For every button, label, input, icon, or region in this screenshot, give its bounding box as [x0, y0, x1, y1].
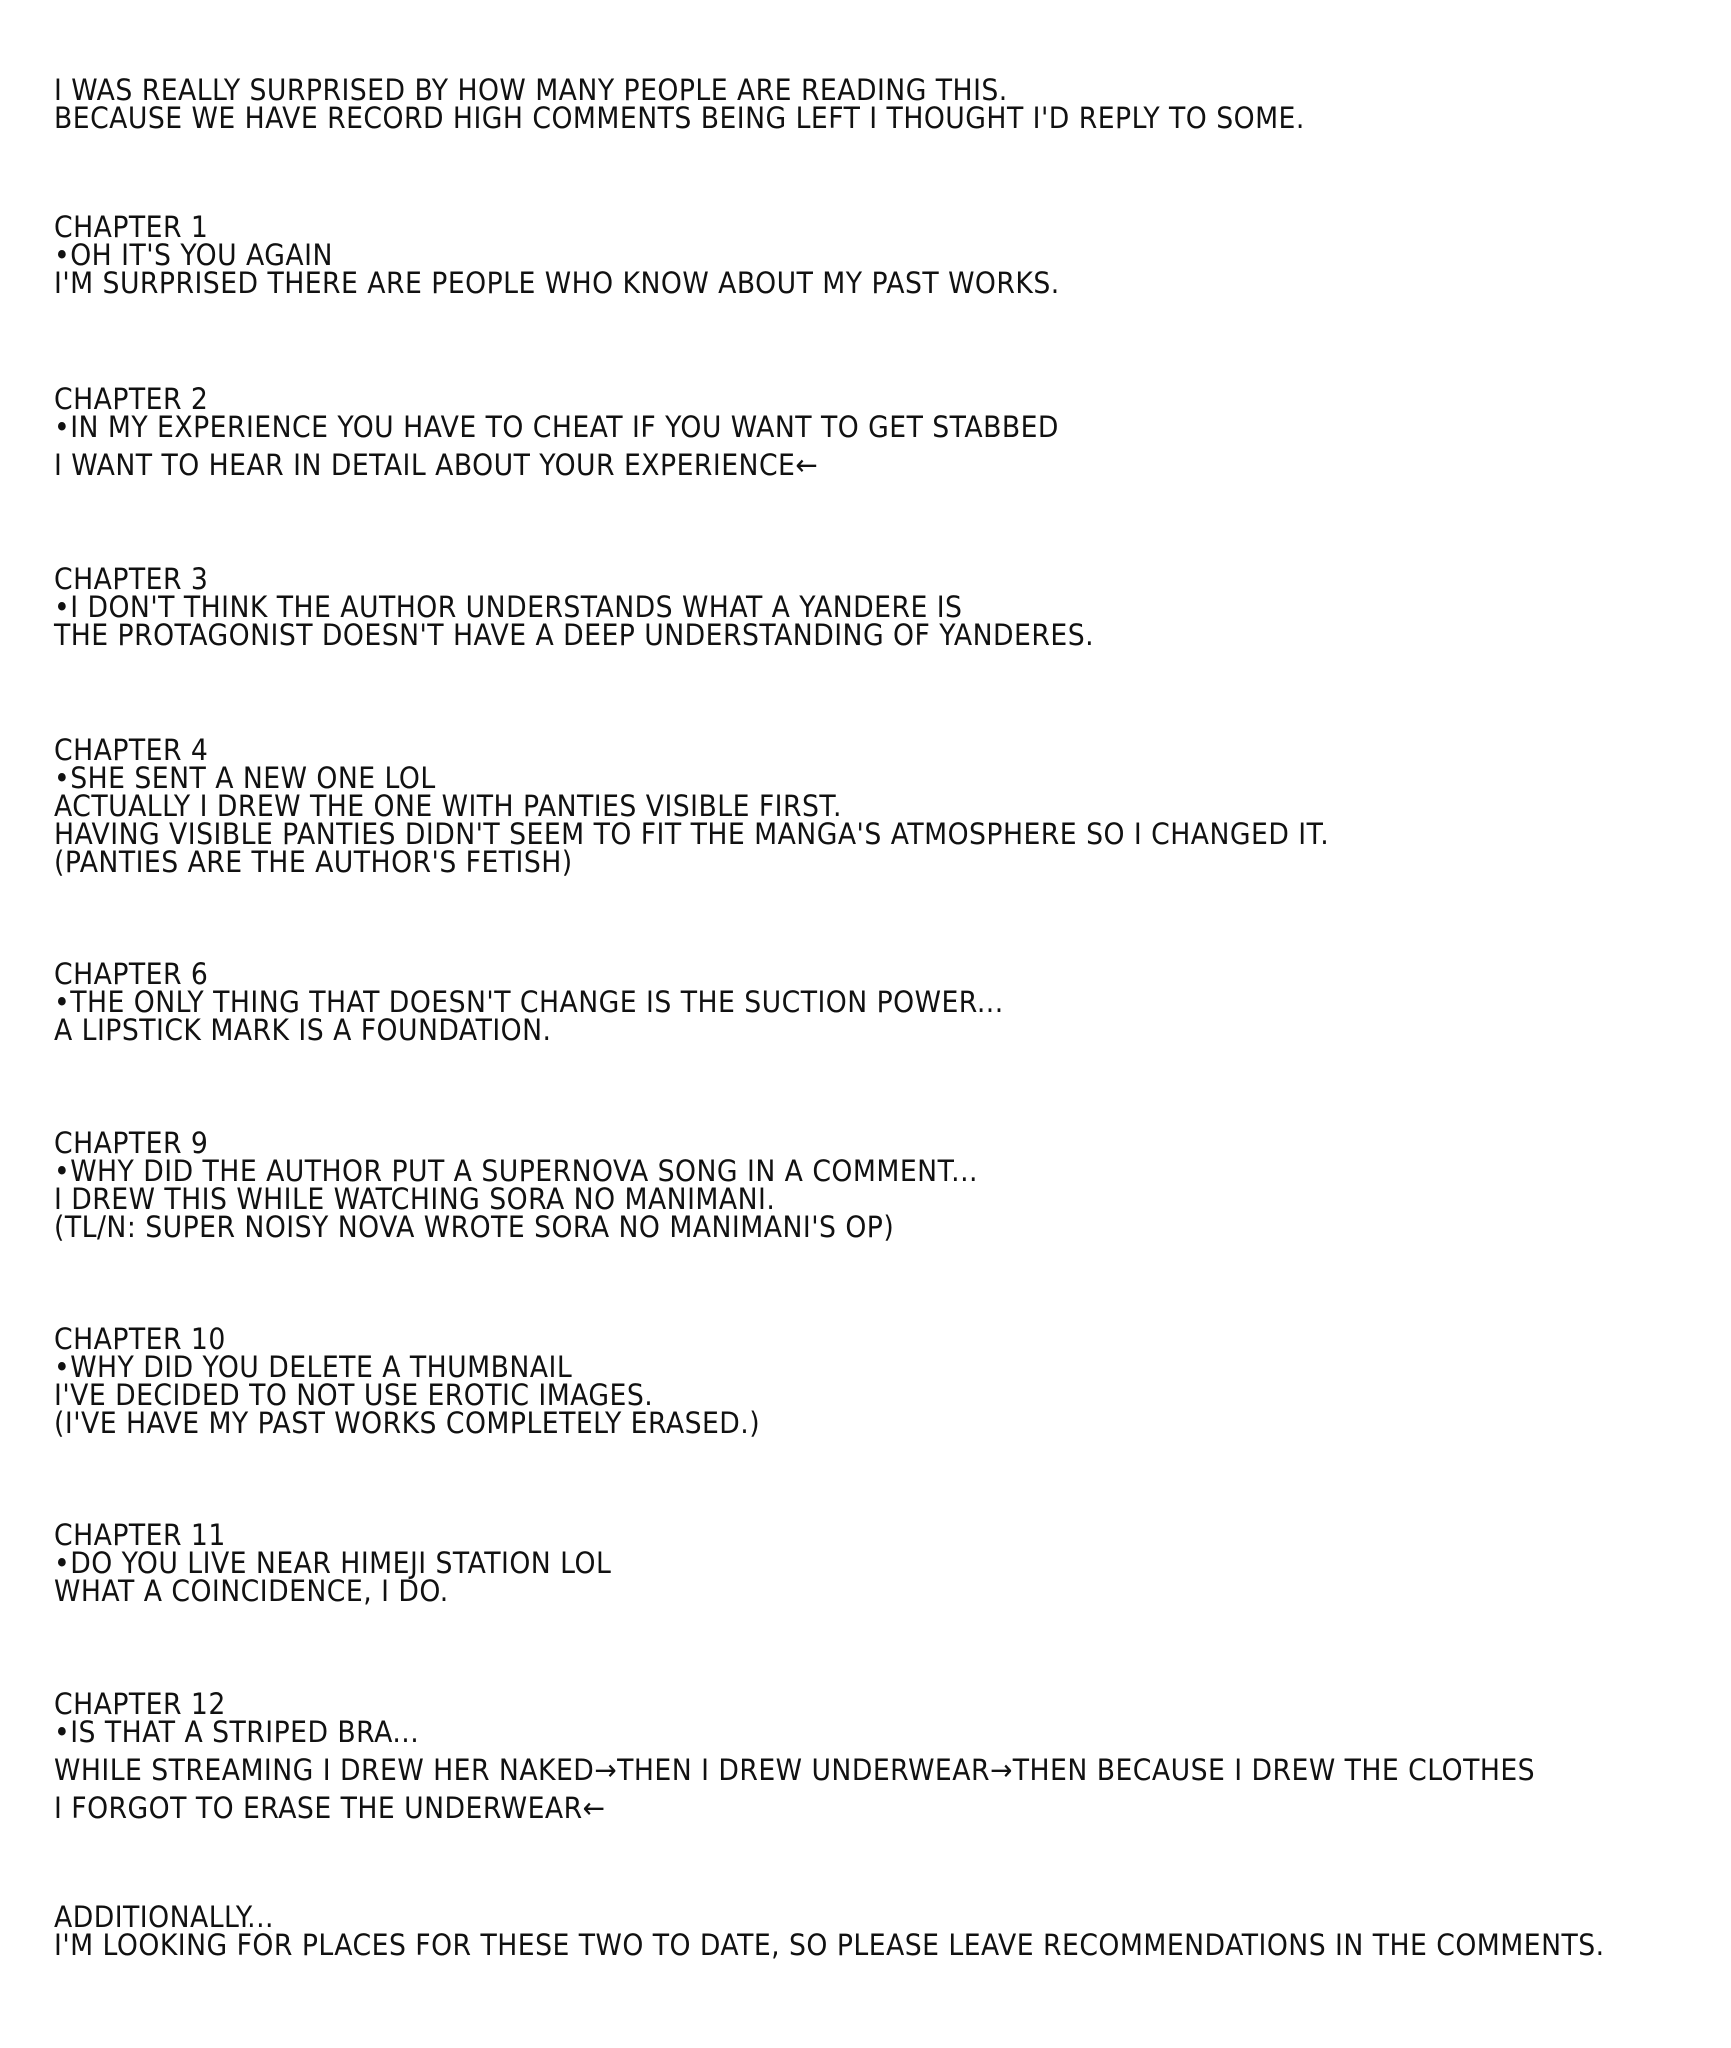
- author-reply: I'M SURPRISED THERE ARE PEOPLE WHO KNOW ABOUT MY PAST WORKS.: [54, 266, 1060, 300]
- chapter-heading: CHAPTER 12: [54, 1687, 226, 1721]
- fan-comment: •IN MY EXPERIENCE YOU HAVE TO CHEAT IF YOU WANT TO GET STABBED: [54, 410, 1059, 444]
- author-reply: (PANTIES ARE THE AUTHOR'S FETISH): [54, 845, 573, 879]
- fan-comment: •SHE SENT A NEW ONE LOL: [54, 761, 436, 795]
- fan-comment: •THE ONLY THING THAT DOESN'T CHANGE IS THE SUCTION POWER...: [54, 985, 1004, 1019]
- fan-comment: •OH IT'S YOU AGAIN: [54, 238, 333, 272]
- closing-line: I'M LOOKING FOR PLACES FOR THESE TWO TO DATE, SO PLEASE LEAVE RECOMMENDATIONS IN THE COMMENTS.: [54, 1928, 1605, 1962]
- closing-heading: ADDITIONALLY...: [54, 1900, 275, 1934]
- chapter-heading: CHAPTER 9: [54, 1126, 209, 1160]
- intro-line-1: I WAS REALLY SURPRISED BY HOW MANY PEOPLE ARE READING THIS.: [54, 73, 1008, 107]
- author-reply: I WANT TO HEAR IN DETAIL ABOUT YOUR EXPERIENCE←: [54, 448, 819, 482]
- chapter-heading: CHAPTER 1: [54, 210, 209, 244]
- author-reply: I DREW THIS WHILE WATCHING SORA NO MANIMANI.: [54, 1182, 776, 1216]
- fan-comment: •I DON'T THINK THE AUTHOR UNDERSTANDS WHAT A YANDERE IS: [54, 590, 963, 624]
- author-reply: I FORGOT TO ERASE THE UNDERWEAR←: [54, 1791, 606, 1825]
- author-reply: A LIPSTICK MARK IS A FOUNDATION.: [54, 1013, 552, 1047]
- author-reply: (I'VE HAVE MY PAST WORKS COMPLETELY ERASED.): [54, 1406, 761, 1440]
- translator-note: (TL/N: SUPER NOISY NOVA WROTE SORA NO MANIMANI'S OP): [54, 1210, 895, 1244]
- author-reply: ACTUALLY I DREW THE ONE WITH PANTIES VISIBLE FIRST.: [54, 789, 842, 823]
- fan-comment: •WHY DID THE AUTHOR PUT A SUPERNOVA SONG IN A COMMENT...: [54, 1154, 978, 1188]
- intro-line-2: BECAUSE WE HAVE RECORD HIGH COMMENTS BEING LEFT I THOUGHT I'D REPLY TO SOME.: [54, 101, 1305, 135]
- chapter-heading: CHAPTER 2: [54, 382, 209, 416]
- author-reply: WHILE STREAMING I DREW HER NAKED→THEN I DREW UNDERWEAR→THEN BECAUSE I DREW THE CLOTHES: [54, 1753, 1536, 1787]
- fan-comment: •WHY DID YOU DELETE A THUMBNAIL: [54, 1350, 573, 1384]
- chapter-heading: CHAPTER 11: [54, 1518, 226, 1552]
- chapter-heading: CHAPTER 10: [54, 1322, 226, 1356]
- chapter-heading: CHAPTER 6: [54, 957, 209, 991]
- author-reply: WHAT A COINCIDENCE, I DO.: [54, 1574, 449, 1608]
- author-reply: I'VE DECIDED TO NOT USE EROTIC IMAGES.: [54, 1378, 654, 1412]
- chapter-heading: CHAPTER 4: [54, 733, 209, 767]
- author-reply: THE PROTAGONIST DOESN'T HAVE A DEEP UNDERSTANDING OF YANDERES.: [54, 618, 1095, 652]
- fan-comment: •DO YOU LIVE NEAR HIMEJI STATION LOL: [54, 1546, 612, 1580]
- fan-comment: •IS THAT A STRIPED BRA...: [54, 1715, 420, 1749]
- chapter-heading: CHAPTER 3: [54, 562, 209, 596]
- author-reply: HAVING VISIBLE PANTIES DIDN'T SEEM TO FIT THE MANGA'S ATMOSPHERE SO I CHANGED IT.: [54, 817, 1330, 851]
